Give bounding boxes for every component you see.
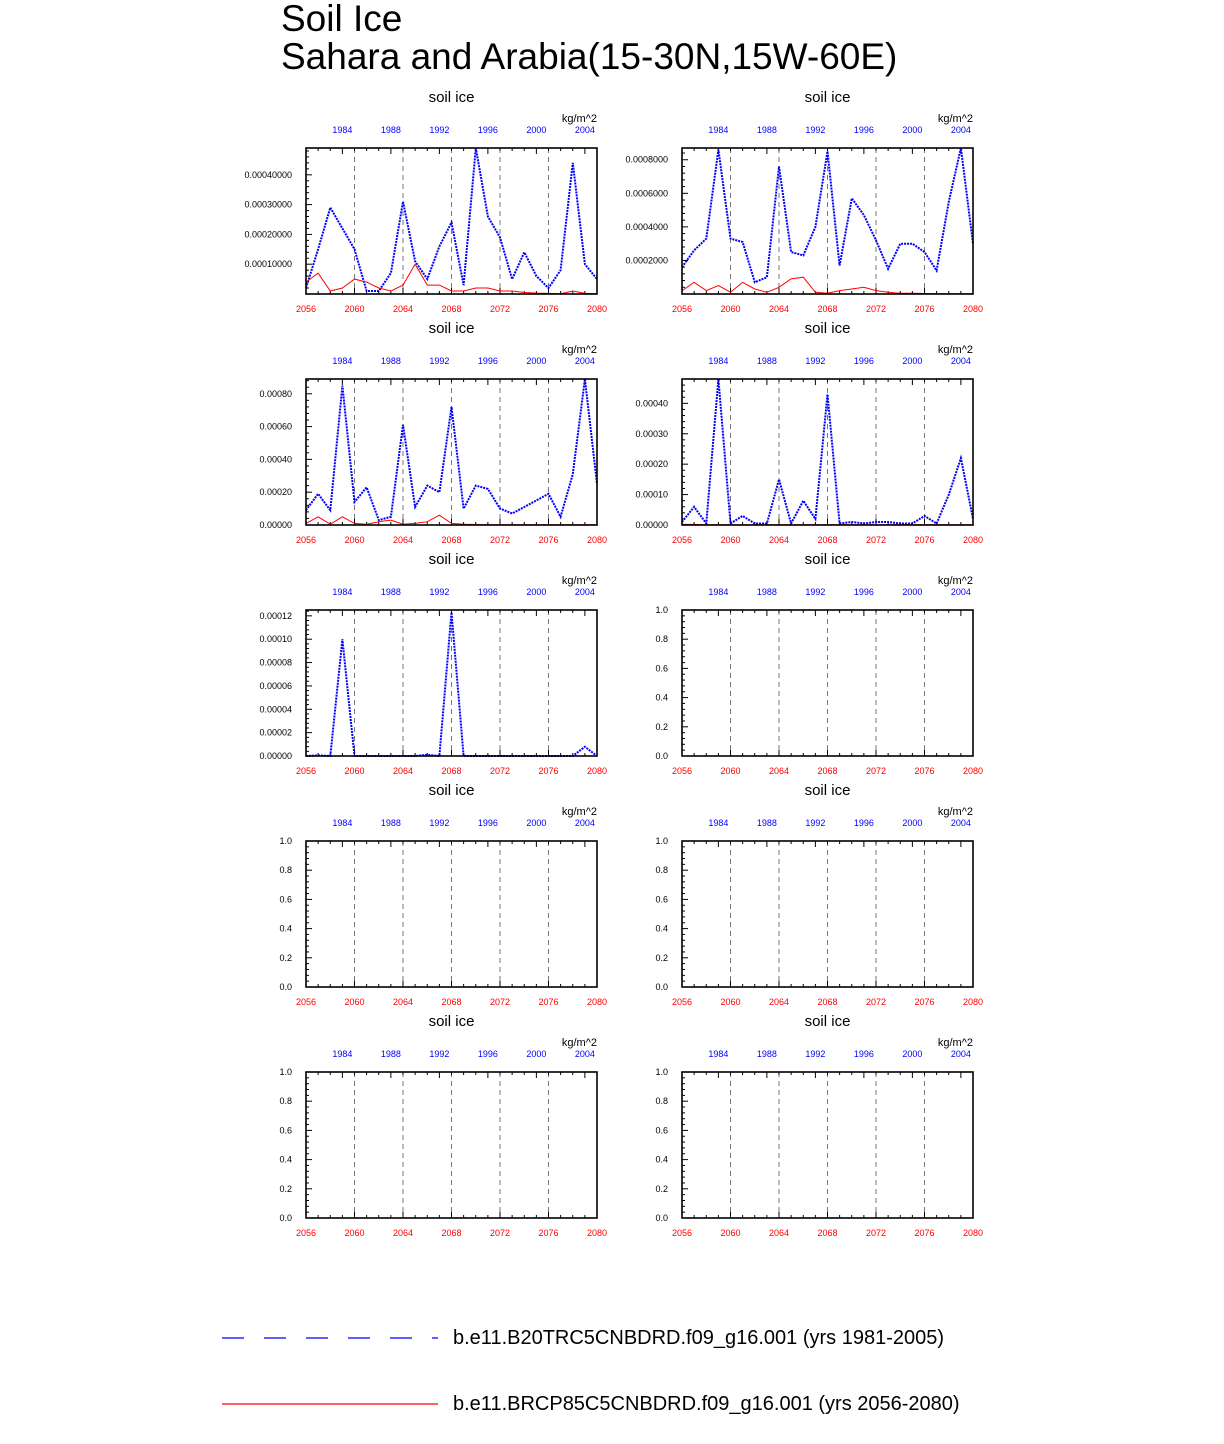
panel-9-xtick-label-bottom-2076: 2076 xyxy=(538,1228,559,1238)
panel-5-xtick-label-bottom-2064: 2064 xyxy=(392,766,414,776)
panel-5-xtick-label-bottom-2068: 2068 xyxy=(441,766,462,776)
panel-5-title: soil ice xyxy=(428,551,475,568)
panel-2-xtick-label-bottom-2072: 2072 xyxy=(865,304,887,314)
panel-8-ytick-label-1: 0.2 xyxy=(655,952,668,963)
panel-1-xtick-label-top-1988: 1988 xyxy=(380,125,401,135)
panel-8-ytick-label-5: 1.0 xyxy=(655,836,668,846)
panel-8-xtick-label-bottom-2080: 2080 xyxy=(962,997,984,1007)
panel-7-units-label: kg/m^2 xyxy=(561,806,597,818)
panel-6-ytick-label-2: 0.4 xyxy=(655,692,668,703)
panel-3-title: soil ice xyxy=(428,320,475,337)
panel-1-ytick-label-0: 0.00010000 xyxy=(244,259,292,270)
panel-10-xtick-label-top-1984: 1984 xyxy=(708,1049,729,1059)
panel-9-xtick-label-top-1988: 1988 xyxy=(380,1049,401,1059)
panel-3-xtick-label-bottom-2068: 2068 xyxy=(441,535,462,545)
panel-4-xtick-label-bottom-2080: 2080 xyxy=(962,535,984,545)
panel-5-ytick-label-2: 0.00004 xyxy=(259,704,292,715)
panel-4-xtick-label-bottom-2068: 2068 xyxy=(817,535,838,545)
panel-5-xtick-label-bottom-2072: 2072 xyxy=(489,766,511,776)
panel-7-xtick-label-bottom-2056: 2056 xyxy=(295,997,317,1007)
panel-8-xtick-label-bottom-2056: 2056 xyxy=(671,997,693,1007)
panel-2-xtick-label-top-1992: 1992 xyxy=(805,125,826,135)
panel-5-ytick-label-5: 0.00010 xyxy=(259,634,292,645)
panel-1-xtick-label-bottom-2072: 2072 xyxy=(489,304,511,314)
panel-2-xtick-label-top-1988: 1988 xyxy=(756,125,777,135)
panel-3-ytick-label-2: 0.00040 xyxy=(259,454,292,465)
panel-2-xtick-label-top-2004: 2004 xyxy=(950,125,971,135)
panel-5-xtick-label-top-1996: 1996 xyxy=(477,587,498,597)
panel-3-ytick-label-3: 0.00060 xyxy=(259,421,292,432)
panel-4-ytick-label-3: 0.00030 xyxy=(635,428,668,439)
panel-7-xtick-label-bottom-2076: 2076 xyxy=(538,997,559,1007)
panel-1-xtick-label-top-2000: 2000 xyxy=(526,125,547,135)
legend-historical-line-sample xyxy=(220,1323,440,1353)
panel-5-xtick-label-top-2000: 2000 xyxy=(526,587,547,597)
panel-5-xtick-label-bottom-2060: 2060 xyxy=(344,766,365,776)
panel-10-ytick-label-5: 1.0 xyxy=(655,1067,668,1077)
panel-7-ytick-label-3: 0.6 xyxy=(279,894,292,905)
panel-9-ytick-label-2: 0.4 xyxy=(279,1154,292,1165)
panel-1-xtick-label-top-2004: 2004 xyxy=(574,125,595,135)
panel-9-title: soil ice xyxy=(428,1013,475,1030)
panel-1-units-label: kg/m^2 xyxy=(561,113,597,125)
panel-5-xtick-label-bottom-2076: 2076 xyxy=(538,766,559,776)
panel-2-ytick-label-1: 0.0004000 xyxy=(625,221,668,232)
panel-5-xtick-label-top-1984: 1984 xyxy=(332,587,353,597)
panel-10-xtick-label-bottom-2080: 2080 xyxy=(962,1228,984,1238)
panel-8-xtick-label-bottom-2068: 2068 xyxy=(817,997,838,1007)
panel-6-xtick-label-bottom-2076: 2076 xyxy=(914,766,935,776)
panel-1-xtick-label-bottom-2056: 2056 xyxy=(295,304,317,314)
panel-5-units-label: kg/m^2 xyxy=(561,575,597,587)
panel-5-ytick-label-3: 0.00006 xyxy=(259,680,292,691)
panel-7-xtick-label-bottom-2060: 2060 xyxy=(344,997,365,1007)
panel-8-units-label: kg/m^2 xyxy=(937,806,973,818)
panel-2-ytick-label-2: 0.0006000 xyxy=(625,188,668,199)
panel-4-ytick-label-2: 0.00020 xyxy=(635,459,668,470)
panel-2-xtick-label-bottom-2064: 2064 xyxy=(768,304,790,314)
panel-3-xtick-label-bottom-2072: 2072 xyxy=(489,535,511,545)
panel-7-xtick-label-bottom-2080: 2080 xyxy=(586,997,608,1007)
panel-9-xtick-label-bottom-2072: 2072 xyxy=(489,1228,511,1238)
panel-1-xtick-label-bottom-2076: 2076 xyxy=(538,304,559,314)
panel-10-units-label: kg/m^2 xyxy=(937,1037,973,1049)
panel-9-xtick-label-bottom-2064: 2064 xyxy=(392,1228,414,1238)
panel-2-title: soil ice xyxy=(804,89,851,106)
panel-2-xtick-label-bottom-2060: 2060 xyxy=(720,304,741,314)
panel-2-xtick-label-top-1996: 1996 xyxy=(853,125,874,135)
panel-1-ytick-label-2: 0.00030000 xyxy=(244,199,292,210)
panel-9-xtick-label-bottom-2080: 2080 xyxy=(586,1228,608,1238)
panel-9-xtick-label-bottom-2056: 2056 xyxy=(295,1228,317,1238)
panel-4-xtick-label-top-1984: 1984 xyxy=(708,356,729,366)
panel-6-units-label: kg/m^2 xyxy=(937,575,973,587)
panel-9-ytick-label-0: 0.0 xyxy=(279,1213,292,1223)
panel-7-xtick-label-top-2004: 2004 xyxy=(574,818,595,828)
panel-8-xtick-label-bottom-2060: 2060 xyxy=(720,997,741,1007)
panel-4-ytick-label-0: 0.00000 xyxy=(635,520,668,530)
panel-10-xtick-label-top-1996: 1996 xyxy=(853,1049,874,1059)
panel-6-xtick-label-top-1988: 1988 xyxy=(756,587,777,597)
panel-10-xtick-label-top-1988: 1988 xyxy=(756,1049,777,1059)
panel-4-xtick-label-bottom-2060: 2060 xyxy=(720,535,741,545)
panel-9-xtick-label-bottom-2068: 2068 xyxy=(441,1228,462,1238)
panel-9-units-label: kg/m^2 xyxy=(561,1037,597,1049)
panel-10-xtick-label-top-2004: 2004 xyxy=(950,1049,971,1059)
panel-5-ytick-label-4: 0.00008 xyxy=(259,657,292,668)
panel-9-ytick-label-1: 0.2 xyxy=(279,1183,292,1194)
panel-6-xtick-label-bottom-2060: 2060 xyxy=(720,766,741,776)
panel-10-ytick-label-2: 0.4 xyxy=(655,1154,668,1165)
panel-8-ytick-label-3: 0.6 xyxy=(655,894,668,905)
panel-4-xtick-label-bottom-2064: 2064 xyxy=(768,535,790,545)
panel-9-xtick-label-top-2004: 2004 xyxy=(574,1049,595,1059)
panel-5-xtick-label-top-2004: 2004 xyxy=(574,587,595,597)
panel-10-xtick-label-bottom-2064: 2064 xyxy=(768,1228,790,1238)
panel-4-xtick-label-bottom-2072: 2072 xyxy=(865,535,887,545)
legend-future-line-sample xyxy=(220,1389,440,1419)
panel-9-xtick-label-top-1996: 1996 xyxy=(477,1049,498,1059)
panel-1-xtick-label-bottom-2080: 2080 xyxy=(586,304,608,314)
panel-9-xtick-label-top-1992: 1992 xyxy=(429,1049,450,1059)
panel-4-xtick-label-bottom-2076: 2076 xyxy=(914,535,935,545)
panel-2-xtick-label-top-2000: 2000 xyxy=(902,125,923,135)
panel-6-ytick-label-1: 0.2 xyxy=(655,721,668,732)
panel-8-ytick-label-2: 0.4 xyxy=(655,923,668,934)
panel-4-ytick-label-4: 0.00040 xyxy=(635,398,668,409)
panel-3-xtick-label-top-2004: 2004 xyxy=(574,356,595,366)
panel-5-ytick-label-0: 0.00000 xyxy=(259,751,292,761)
panel-2-xtick-label-bottom-2080: 2080 xyxy=(962,304,984,314)
panel-4-xtick-label-top-1988: 1988 xyxy=(756,356,777,366)
panel-1-ytick-label-3: 0.00040000 xyxy=(244,169,292,180)
panel-3-xtick-label-top-1984: 1984 xyxy=(332,356,353,366)
legend-historical-label: b.e11.B20TRC5CNBDRD.f09_g16.001 (yrs 1981-2005) xyxy=(453,1327,945,1349)
panel-4-xtick-label-top-1992: 1992 xyxy=(805,356,826,366)
panel-9-ytick-label-3: 0.6 xyxy=(279,1125,292,1136)
panel-10-title: soil ice xyxy=(804,1013,851,1030)
panel-4-xtick-label-bottom-2056: 2056 xyxy=(671,535,693,545)
panel-5-xtick-label-bottom-2080: 2080 xyxy=(586,766,608,776)
panel-2-xtick-label-top-1984: 1984 xyxy=(708,125,729,135)
panel-6-ytick-label-5: 1.0 xyxy=(655,605,668,615)
panel-1-xtick-label-bottom-2068: 2068 xyxy=(441,304,462,314)
panel-6-ytick-label-3: 0.6 xyxy=(655,663,668,674)
panel-2-units-label: kg/m^2 xyxy=(937,113,973,125)
panel-9-xtick-label-bottom-2060: 2060 xyxy=(344,1228,365,1238)
panel-10-xtick-label-bottom-2076: 2076 xyxy=(914,1228,935,1238)
panel-1-xtick-label-bottom-2060: 2060 xyxy=(344,304,365,314)
panel-7-ytick-label-2: 0.4 xyxy=(279,923,292,934)
panel-5-xtick-label-top-1988: 1988 xyxy=(380,587,401,597)
panel-1-xtick-label-bottom-2064: 2064 xyxy=(392,304,414,314)
panel-3-xtick-label-top-1996: 1996 xyxy=(477,356,498,366)
panel-9-ytick-label-5: 1.0 xyxy=(279,1067,292,1077)
panel-7-ytick-label-5: 1.0 xyxy=(279,836,292,846)
panel-6-xtick-label-top-1996: 1996 xyxy=(853,587,874,597)
panel-4-ytick-label-1: 0.00010 xyxy=(635,489,668,500)
panel-2-xtick-label-bottom-2068: 2068 xyxy=(817,304,838,314)
panel-6-xtick-label-top-2004: 2004 xyxy=(950,587,971,597)
panel-7-xtick-label-top-1992: 1992 xyxy=(429,818,450,828)
panel-6-xtick-label-top-1984: 1984 xyxy=(708,587,729,597)
panel-6-ytick-label-0: 0.0 xyxy=(655,751,668,761)
panel-10-ytick-label-1: 0.2 xyxy=(655,1183,668,1194)
panel-8-xtick-label-top-2004: 2004 xyxy=(950,818,971,828)
panel-8-xtick-label-bottom-2064: 2064 xyxy=(768,997,790,1007)
panel-3-xtick-label-bottom-2056: 2056 xyxy=(295,535,317,545)
panel-3-xtick-label-top-1992: 1992 xyxy=(429,356,450,366)
figure-title-line1: Soil Ice xyxy=(281,0,403,39)
panel-3-xtick-label-bottom-2076: 2076 xyxy=(538,535,559,545)
panel-6-xtick-label-bottom-2064: 2064 xyxy=(768,766,790,776)
panel-6-xtick-label-bottom-2056: 2056 xyxy=(671,766,693,776)
panel-5-xtick-label-bottom-2056: 2056 xyxy=(295,766,317,776)
panel-3-ytick-label-4: 0.00080 xyxy=(259,388,292,399)
panel-7-xtick-label-bottom-2068: 2068 xyxy=(441,997,462,1007)
panel-8-xtick-label-top-1996: 1996 xyxy=(853,818,874,828)
panel-10-ytick-label-3: 0.6 xyxy=(655,1125,668,1136)
panel-8-xtick-label-top-1988: 1988 xyxy=(756,818,777,828)
panel-1-ytick-label-1: 0.00020000 xyxy=(244,229,292,240)
panel-3-xtick-label-top-1988: 1988 xyxy=(380,356,401,366)
panel-7-xtick-label-top-2000: 2000 xyxy=(526,818,547,828)
panel-10-xtick-label-top-2000: 2000 xyxy=(902,1049,923,1059)
panel-3-xtick-label-bottom-2064: 2064 xyxy=(392,535,414,545)
legend-future xyxy=(220,1389,1020,1419)
panel-5-ytick-label-6: 0.00012 xyxy=(259,610,292,621)
panel-3-xtick-label-top-2000: 2000 xyxy=(526,356,547,366)
panel-10-xtick-label-bottom-2060: 2060 xyxy=(720,1228,741,1238)
panel-5-ytick-label-1: 0.00002 xyxy=(259,727,292,738)
panel-6-xtick-label-top-2000: 2000 xyxy=(902,587,923,597)
panel-7-xtick-label-top-1984: 1984 xyxy=(332,818,353,828)
panel-10-ytick-label-0: 0.0 xyxy=(655,1213,668,1223)
panel-8-xtick-label-top-1992: 1992 xyxy=(805,818,826,828)
panel-7-title: soil ice xyxy=(428,782,475,799)
panel-3-xtick-label-bottom-2060: 2060 xyxy=(344,535,365,545)
panel-2-ytick-label-0: 0.0002000 xyxy=(625,255,668,266)
panel-7-ytick-label-1: 0.2 xyxy=(279,952,292,963)
panel-9-xtick-label-top-2000: 2000 xyxy=(526,1049,547,1059)
figure-title-line2: Sahara and Arabia(15-30N,15W-60E) xyxy=(281,36,898,77)
panel-2-ytick-label-3: 0.0008000 xyxy=(625,154,668,165)
panel-7-xtick-label-bottom-2064: 2064 xyxy=(392,997,414,1007)
panel-7-ytick-label-4: 0.8 xyxy=(279,865,292,876)
panel-7-ytick-label-0: 0.0 xyxy=(279,982,292,992)
panel-4-title: soil ice xyxy=(804,320,851,337)
panel-1-title: soil ice xyxy=(428,89,475,106)
panel-10-xtick-label-bottom-2056: 2056 xyxy=(671,1228,693,1238)
panel-3-ytick-label-0: 0.00000 xyxy=(259,520,292,530)
panel-7-xtick-label-top-1988: 1988 xyxy=(380,818,401,828)
panel-6-xtick-label-bottom-2072: 2072 xyxy=(865,766,887,776)
panel-4-xtick-label-top-1996: 1996 xyxy=(853,356,874,366)
panel-4-xtick-label-top-2004: 2004 xyxy=(950,356,971,366)
panel-3-ytick-label-1: 0.00020 xyxy=(259,487,292,498)
panel-8-ytick-label-0: 0.0 xyxy=(655,982,668,992)
panel-6-title: soil ice xyxy=(804,551,851,568)
panel-7-xtick-label-bottom-2072: 2072 xyxy=(489,997,511,1007)
panel-6-xtick-label-bottom-2068: 2068 xyxy=(817,766,838,776)
panel-8-xtick-label-bottom-2076: 2076 xyxy=(914,997,935,1007)
legend-future-label: b.e11.BRCP85C5CNBDRD.f09_g16.001 (yrs 2056-2080) xyxy=(453,1393,960,1415)
panel-8-title: soil ice xyxy=(804,782,851,799)
panel-1-xtick-label-top-1984: 1984 xyxy=(332,125,353,135)
panel-10-xtick-label-top-1992: 1992 xyxy=(805,1049,826,1059)
panel-2-xtick-label-bottom-2076: 2076 xyxy=(914,304,935,314)
panel-10-ytick-label-4: 0.8 xyxy=(655,1096,668,1107)
panel-6-xtick-label-bottom-2080: 2080 xyxy=(962,766,984,776)
panel-9-xtick-label-top-1984: 1984 xyxy=(332,1049,353,1059)
panel-10-xtick-label-bottom-2072: 2072 xyxy=(865,1228,887,1238)
panel-8-xtick-label-top-2000: 2000 xyxy=(902,818,923,828)
panel-6-xtick-label-top-1992: 1992 xyxy=(805,587,826,597)
panel-8-xtick-label-bottom-2072: 2072 xyxy=(865,997,887,1007)
panel-4-units-label: kg/m^2 xyxy=(937,344,973,356)
legend-historical xyxy=(220,1323,1020,1353)
panel-10-xtick-label-bottom-2068: 2068 xyxy=(817,1228,838,1238)
panel-2-xtick-label-bottom-2056: 2056 xyxy=(671,304,693,314)
panel-5-xtick-label-top-1992: 1992 xyxy=(429,587,450,597)
panel-8-ytick-label-4: 0.8 xyxy=(655,865,668,876)
panel-3-xtick-label-bottom-2080: 2080 xyxy=(586,535,608,545)
panel-8-xtick-label-top-1984: 1984 xyxy=(708,818,729,828)
panel-4-xtick-label-top-2000: 2000 xyxy=(902,356,923,366)
panel-1-xtick-label-top-1996: 1996 xyxy=(477,125,498,135)
panel-1-xtick-label-top-1992: 1992 xyxy=(429,125,450,135)
panel-6-ytick-label-4: 0.8 xyxy=(655,634,668,645)
panel-9-ytick-label-4: 0.8 xyxy=(279,1096,292,1107)
panel-3-units-label: kg/m^2 xyxy=(561,344,597,356)
panel-7-xtick-label-top-1996: 1996 xyxy=(477,818,498,828)
